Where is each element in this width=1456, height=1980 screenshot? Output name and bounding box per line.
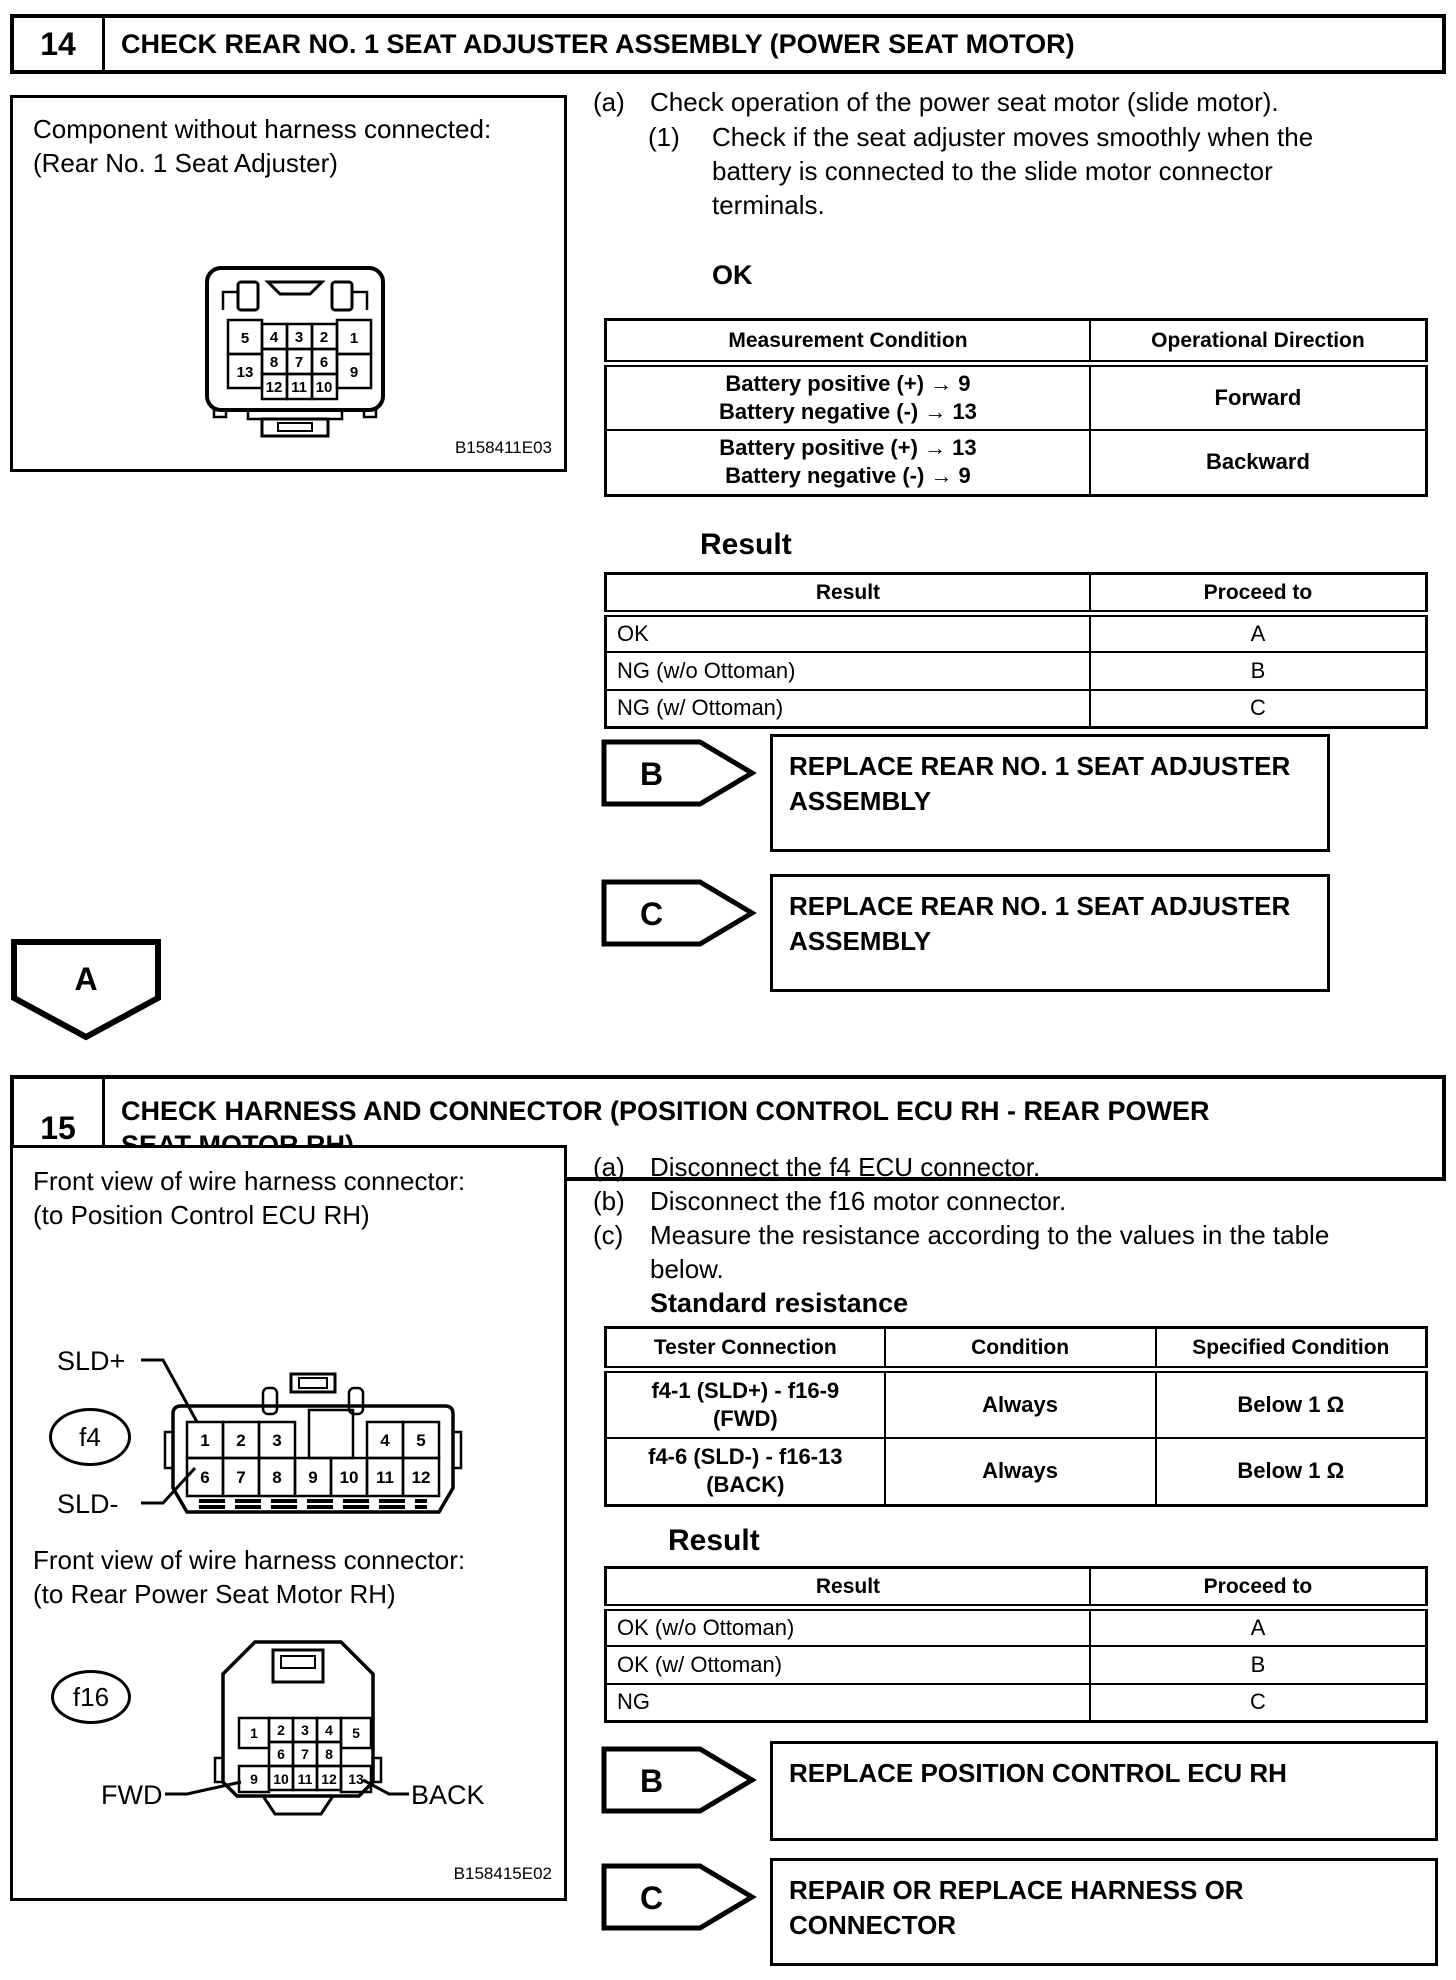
result-value: OK (w/ Ottoman) — [606, 1646, 1090, 1684]
back-label: BACK — [411, 1780, 485, 1810]
seat-adjuster-connector-diagram — [190, 260, 400, 455]
branch-action-text: REPAIR OR REPLACE HARNESS OR CONNECTOR — [789, 1875, 1244, 1940]
pin-label: 6 — [277, 1746, 285, 1762]
pin-label: 8 — [325, 1746, 333, 1762]
pin-label: 4 — [380, 1431, 390, 1450]
step15-result-heading: Result — [668, 1524, 760, 1557]
proceed-value: B — [1090, 652, 1427, 690]
branch-c-arrow — [600, 1862, 758, 1932]
step15-result-table — [604, 1566, 1428, 1723]
pin-label: 2 — [277, 1722, 285, 1738]
proceed-value: B — [1090, 1646, 1427, 1684]
step14-header — [10, 14, 1446, 74]
step15-branch-c-box — [770, 1858, 1438, 1966]
pin-label: 5 — [240, 330, 250, 347]
table-row — [606, 364, 1427, 430]
pin-label: 10 — [273, 1771, 289, 1787]
step15-item-c-label: (c) — [593, 1220, 624, 1250]
pin-label: 3 — [272, 1431, 282, 1450]
pin-label: 3 — [301, 1722, 309, 1738]
step14-figure-caption-2: (Rear No. 1 Seat Adjuster) — [33, 148, 338, 178]
pin-label: 11 — [291, 379, 307, 396]
table-row — [606, 1684, 1427, 1722]
f16-connector-diagram — [193, 1638, 403, 1824]
connector-a-symbol — [10, 938, 162, 1042]
result-value: NG (w/o Ottoman) — [606, 652, 1090, 690]
branch-letter: C — [640, 896, 664, 932]
step15-item-c-text: Measure the resistance according to the values in the table below. — [650, 1220, 1330, 1284]
branch-letter: B — [640, 756, 664, 792]
tester-connection-line: (BACK) — [706, 1472, 785, 1498]
pin-label: 1 — [250, 1725, 258, 1741]
step14-result-table — [604, 572, 1428, 729]
step15-item-a-label: (a) — [593, 1152, 625, 1182]
fwd-label: FWD — [101, 1780, 163, 1810]
table-row — [606, 1646, 1427, 1684]
measurement-table — [604, 318, 1428, 497]
connector-a-letter: A — [74, 961, 98, 997]
resistance-table-header-tester: Tester Connection — [606, 1328, 885, 1370]
pin-label: 5 — [352, 1725, 360, 1741]
measurement-table-header-condition: Measurement Condition — [606, 320, 1090, 364]
measurement-table-header-direction: Operational Direction — [1090, 320, 1427, 364]
result-value: OK (w/o Ottoman) — [606, 1608, 1090, 1646]
branch-b-arrow — [600, 738, 758, 808]
measurement-condition-line: Battery negative (-) → 9 — [725, 463, 971, 489]
step14-branch-b-box — [770, 734, 1330, 852]
condition-value: Always — [885, 1438, 1156, 1506]
step15-figure-caption2-line1: Front view of wire harness connector: — [33, 1545, 466, 1575]
tester-connection-line: f4-1 (SLD+) - f16-9 — [651, 1377, 840, 1403]
result-value: OK — [606, 614, 1090, 652]
pin-label: 4 — [325, 1722, 333, 1738]
sld-plus-label: SLD+ — [57, 1346, 126, 1376]
pin-label: 8 — [272, 1468, 282, 1487]
specified-condition-value: Below 1 Ω — [1156, 1438, 1427, 1506]
resistance-table-header-condition: Condition — [885, 1328, 1156, 1370]
pin-label: 9 — [308, 1468, 318, 1487]
step15-item-a-text: Disconnect the f4 ECU connector. — [650, 1152, 1041, 1182]
measurement-condition-line: Battery positive (+) → 13 — [719, 435, 977, 461]
result-table-header-result: Result — [606, 574, 1090, 614]
result-value: NG (w/ Ottoman) — [606, 690, 1090, 728]
tester-connection-line: f4-6 (SLD-) - f16-13 — [648, 1444, 843, 1470]
step14-item-a-text: Check operation of the power seat motor (slide motor). — [650, 87, 1279, 117]
f16-connector-label: f16 — [51, 1670, 131, 1724]
pin-label: 9 — [349, 364, 359, 381]
branch-c-arrow — [600, 878, 758, 948]
step14-item-1-label: (1) — [648, 122, 680, 152]
step15-title-line1: CHECK HARNESS AND CONNECTOR (POSITION CONTROL ECU RH - REAR POWER — [121, 1096, 1210, 1126]
measurement-condition-line: Battery positive (+) → 9 — [725, 370, 971, 396]
step14-branch-c-box — [770, 874, 1330, 992]
table-row — [606, 1370, 1427, 1438]
proceed-value: C — [1090, 690, 1427, 728]
table-row — [606, 690, 1427, 728]
specified-condition-value: Below 1 Ω — [1156, 1370, 1427, 1438]
result-table-header-result: Result — [606, 1568, 1090, 1608]
branch-letter: C — [640, 1880, 664, 1916]
pin-label: 6 — [319, 354, 329, 371]
pin-label: 13 — [236, 364, 254, 381]
step15-branch-b-box — [770, 1741, 1438, 1841]
step14-figure-caption-1: Component without harness connected: — [33, 114, 492, 144]
result-value: NG — [606, 1684, 1090, 1722]
pin-label: 9 — [250, 1771, 258, 1787]
pin-label: 1 — [200, 1431, 210, 1450]
pin-label: 6 — [200, 1468, 210, 1487]
step14-figure-box — [10, 95, 567, 472]
pin-label: 7 — [294, 354, 304, 371]
measurement-condition-line: Battery negative (-) → 13 — [718, 398, 977, 424]
table-row — [606, 430, 1427, 496]
f4-connector-label: f4 — [49, 1408, 131, 1466]
step14-item-a-label: (a) — [593, 87, 625, 117]
branch-b-arrow — [600, 1745, 758, 1815]
pin-label: 7 — [236, 1468, 246, 1487]
operational-direction: Forward — [1090, 364, 1427, 430]
step14-item-1-text: Check if the seat adjuster moves smoothly when the battery is connected to the slide motor connector terminals. — [712, 122, 1314, 220]
proceed-value: A — [1090, 1608, 1427, 1646]
resistance-table-header-specified: Specified Condition — [1156, 1328, 1427, 1370]
pin-label: 7 — [301, 1746, 309, 1762]
branch-action-text: REPLACE POSITION CONTROL ECU RH — [789, 1758, 1287, 1788]
pin-label: 10 — [339, 1468, 359, 1487]
pin-label: 1 — [349, 330, 359, 347]
step15-item-b-label: (b) — [593, 1186, 625, 1216]
pin-label: 8 — [269, 354, 279, 371]
branch-action-text: REPLACE REAR NO. 1 SEAT ADJUSTER ASSEMBLY — [789, 751, 1291, 816]
tester-connection-line: (FWD) — [712, 1405, 778, 1431]
step14-ok-label: OK — [712, 260, 753, 290]
pin-label: 2 — [236, 1431, 246, 1450]
table-row — [606, 1608, 1427, 1646]
result-table-header-proceed: Proceed to — [1090, 1568, 1427, 1608]
figure-code: B158415E02 — [453, 1864, 552, 1883]
step15-figure-caption1-line1: Front view of wire harness connector: — [33, 1166, 466, 1196]
pin-label: 12 — [321, 1771, 337, 1787]
condition-value: Always — [885, 1370, 1156, 1438]
operational-direction: Backward — [1090, 430, 1427, 496]
proceed-value: A — [1090, 614, 1427, 652]
step15-number: 15 — [14, 1079, 105, 1177]
table-row — [606, 652, 1427, 690]
standard-resistance-heading: Standard resistance — [650, 1288, 909, 1318]
pin-label: 2 — [319, 329, 329, 346]
f4-connector-diagram — [163, 1370, 463, 1540]
branch-letter: B — [640, 1763, 664, 1799]
pin-label: 12 — [265, 379, 283, 396]
result-table-header-proceed: Proceed to — [1090, 574, 1427, 614]
step15-item-b-text: Disconnect the f16 motor connector. — [650, 1186, 1067, 1216]
step14-title: CHECK REAR NO. 1 SEAT ADJUSTER ASSEMBLY (POWER SEAT MOTOR) — [121, 29, 1075, 59]
table-row — [606, 1438, 1427, 1506]
branch-action-text: REPLACE REAR NO. 1 SEAT ADJUSTER ASSEMBLY — [789, 891, 1291, 956]
step14-result-heading: Result — [700, 528, 792, 561]
pin-label: 11 — [297, 1771, 313, 1787]
step15-figure-caption1-line2: (to Position Control ECU RH) — [33, 1200, 370, 1230]
pin-label: 11 — [376, 1468, 394, 1487]
pin-label: 12 — [411, 1468, 431, 1487]
pin-label: 10 — [315, 379, 333, 396]
proceed-value: C — [1090, 1684, 1427, 1722]
pin-label: 4 — [269, 329, 279, 346]
step15-figure-caption2-line2: (to Rear Power Seat Motor RH) — [33, 1579, 396, 1609]
step14-number: 14 — [14, 18, 105, 70]
step15-figure-box — [10, 1145, 567, 1901]
pin-label: 5 — [416, 1431, 426, 1450]
pin-label: 3 — [294, 329, 304, 346]
sld-minus-label: SLD- — [57, 1489, 119, 1519]
resistance-table — [604, 1326, 1428, 1507]
pin-label: 13 — [348, 1771, 364, 1787]
table-row — [606, 614, 1427, 652]
figure-code: B158411E03 — [454, 438, 552, 457]
